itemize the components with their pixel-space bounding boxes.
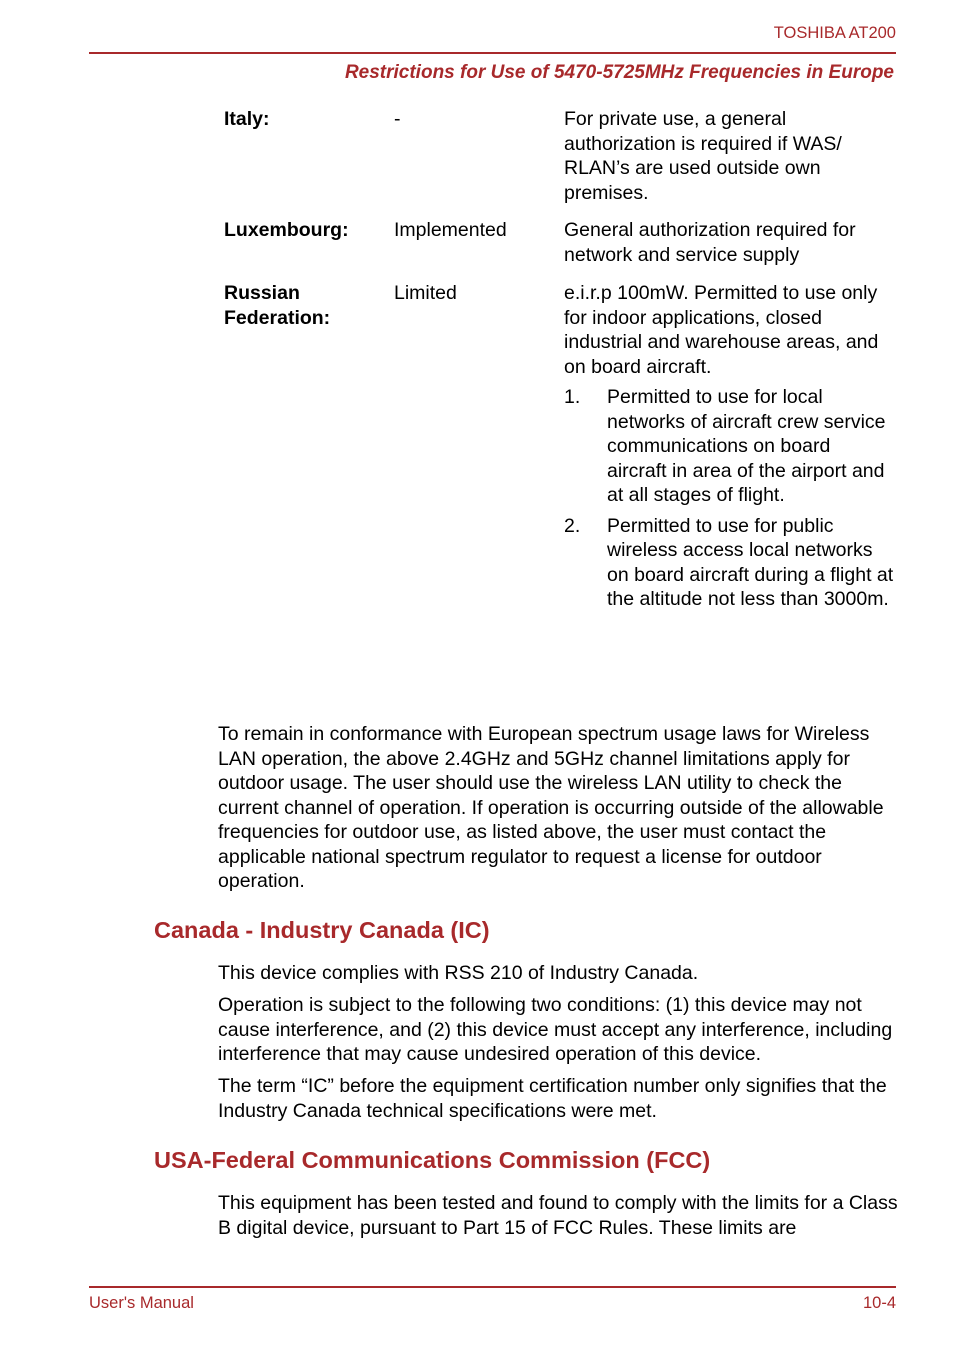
footer-rule [89,1286,896,1288]
notes-cell: General authorization required for network and service supply [564,219,856,266]
section-subtitle: Restrictions for Use of 5470-5725MHz Frequencies in Europe [344,62,894,83]
country-cell: Russian Federation: [224,282,331,329]
canada-heading: Canada - Industry Canada (IC) [154,917,490,943]
status-cell: - [394,108,401,130]
header-product: TOSHIBA AT200 [773,24,896,42]
list-text: Permitted to use for local networks of aircraft crew service communications on board aircraft in area of the airport and at all stages of flight. [607,386,886,506]
canada-paragraph-3: The term “IC” before the equipment certification number only signifies that the Industry Canada technical specifications were met. [218,1075,887,1122]
notes-cell: For private use, a general authorization is required if WAS/ RLAN’s are used outside own premises. [564,108,842,204]
fcc-paragraph-1: This equipment has been tested and found to comply with the limits for a Class B digital device, pursuant to Part 15 of FCC Rules. These limits are [218,1192,898,1239]
notes-text: e.i.r.p 100mW. Permitted to use only for indoor applications, closed industrial and warehouse areas, and on board aircraft. [564,282,879,378]
notes-cell [564,281,894,612]
status-cell: Implemented [394,219,507,241]
list-item [564,385,894,508]
canada-paragraph-2: Operation is subject to the following two conditions: (1) this device may not cause interference, and (2) this device must accept any interference, including interference that may cause undesired operation of this device. [218,994,893,1065]
list-number: 2. [564,514,581,537]
canada-paragraph-1: This device complies with RSS 210 of Industry Canada. [218,962,699,984]
list-text: Permitted to use for public wireless access local networks on board aircraft during a flight at the altitude not less than 3000m. [607,514,894,610]
footer-page-number: 10-4 [862,1294,896,1312]
conformance-paragraph: To remain in conformance with European spectrum usage laws for Wireless LAN operation, the above 2.4GHz and 5GHz channel limitations apply for outdoor usage. The user should use the wireless LAN utility to check the current channel of operation. If operation is occurring outside of the allowable frequencies for outdoor use, as listed above, the user must contact the applicable national spectrum regulator to request a license for outdoor operation. [218,723,884,892]
list-item [564,514,894,612]
list-number: 1. [564,386,581,408]
country-cell: Luxembourg: [224,219,349,241]
status-cell: Limited [394,282,457,304]
header-rule [89,52,896,54]
fcc-heading: USA-Federal Communications Commission (FCC) [154,1147,711,1173]
footer-manual-title: User's Manual [89,1294,194,1312]
country-cell: Italy: [224,108,270,130]
